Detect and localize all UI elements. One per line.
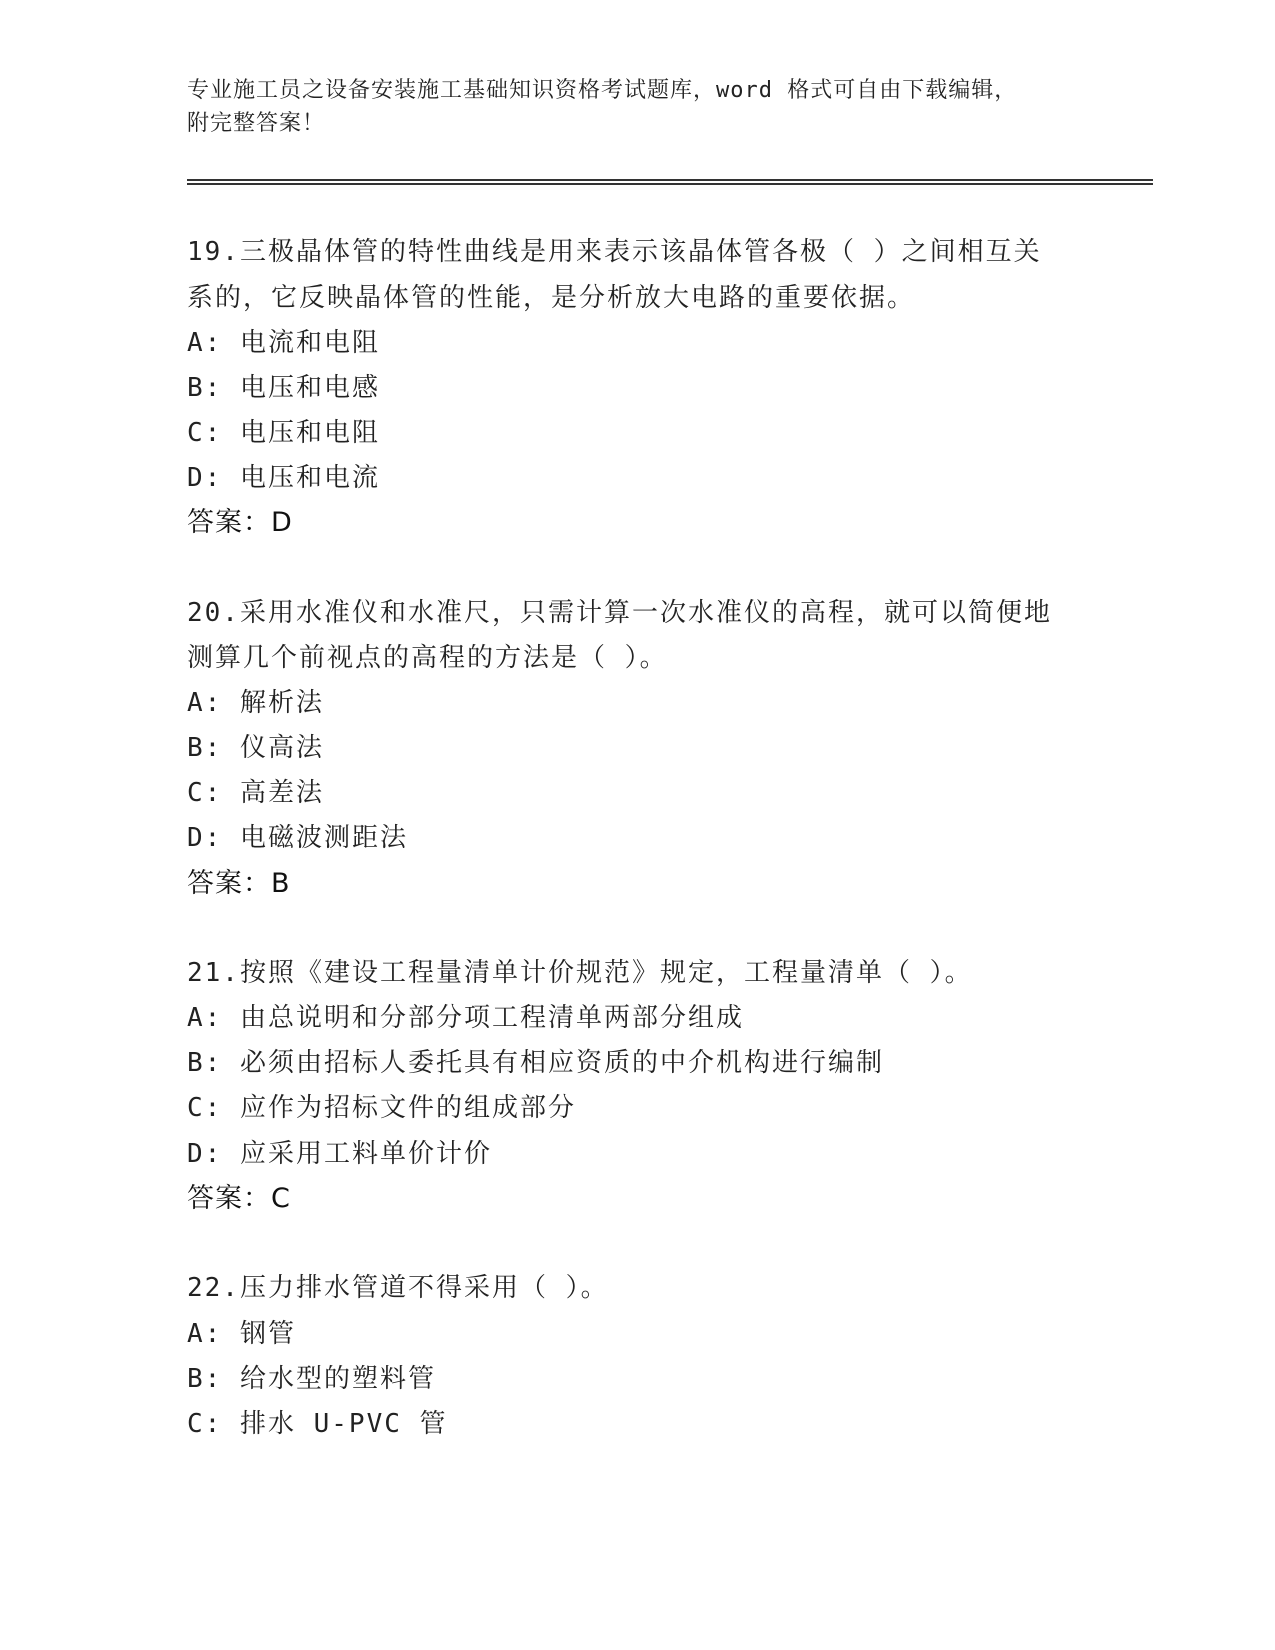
header-rule-bottom — [187, 183, 1153, 185]
question-20-option-d: D: 电磁波测距法 — [187, 823, 408, 853]
header-line-2: 附完整答案！ — [187, 111, 326, 136]
header-rule-top — [187, 179, 1153, 181]
header-line-1: 专业施工员之设备安装施工基础知识资格考试题库，word 格式可自由下载编辑， — [187, 78, 1018, 103]
question-21-option-d: D: 应采用工料单价计价 — [187, 1139, 492, 1169]
question-19-stem-line-1: 19.三极晶体管的特性曲线是用来表示该晶体管各极（ ）之间相互关 — [187, 237, 1042, 267]
question-22-stem-line-1: 22.压力排水管道不得采用（ ）。 — [187, 1273, 609, 1303]
question-20-stem-line-2: 测算几个前视点的高程的方法是（ ）。 — [187, 643, 668, 673]
question-21-option-a: A: 由总说明和分部分项工程清单两部分组成 — [187, 1003, 744, 1033]
question-20-answer: 答案：B — [187, 868, 291, 899]
question-19-option-b: B: 电压和电感 — [187, 373, 380, 403]
question-19-stem-line-2: 系的，它反映晶体管的性能，是分析放大电路的重要依据。 — [187, 283, 916, 313]
question-22-option-a: A: 钢管 — [187, 1319, 296, 1349]
question-20-option-a: A: 解析法 — [187, 688, 324, 718]
question-19-answer: 答案：D — [187, 507, 293, 538]
question-21-stem-line-1: 21.按照《建设工程量清单计价规范》规定，工程量清单（ ）。 — [187, 958, 973, 988]
question-20-option-b: B: 仪高法 — [187, 733, 324, 763]
question-21-option-b: B: 必须由招标人委托具有相应资质的中介机构进行编制 — [187, 1048, 884, 1078]
question-19-option-d: D: 电压和电流 — [187, 463, 380, 493]
question-19-option-a: A: 电流和电阻 — [187, 328, 380, 358]
question-19-option-c: C: 电压和电阻 — [187, 418, 380, 448]
question-22-option-c: C: 排水 U-PVC 管 — [187, 1409, 448, 1439]
question-20-stem-line-1: 20.采用水准仪和水准尺，只需计算一次水准仪的高程，就可以简便地 — [187, 598, 1052, 628]
question-21-answer: 答案：C — [187, 1183, 291, 1214]
question-21-option-c: C: 应作为招标文件的组成部分 — [187, 1093, 576, 1123]
question-20-option-c: C: 高差法 — [187, 778, 324, 808]
question-22-option-b: B: 给水型的塑料管 — [187, 1364, 436, 1394]
document-header — [187, 74, 1087, 140]
